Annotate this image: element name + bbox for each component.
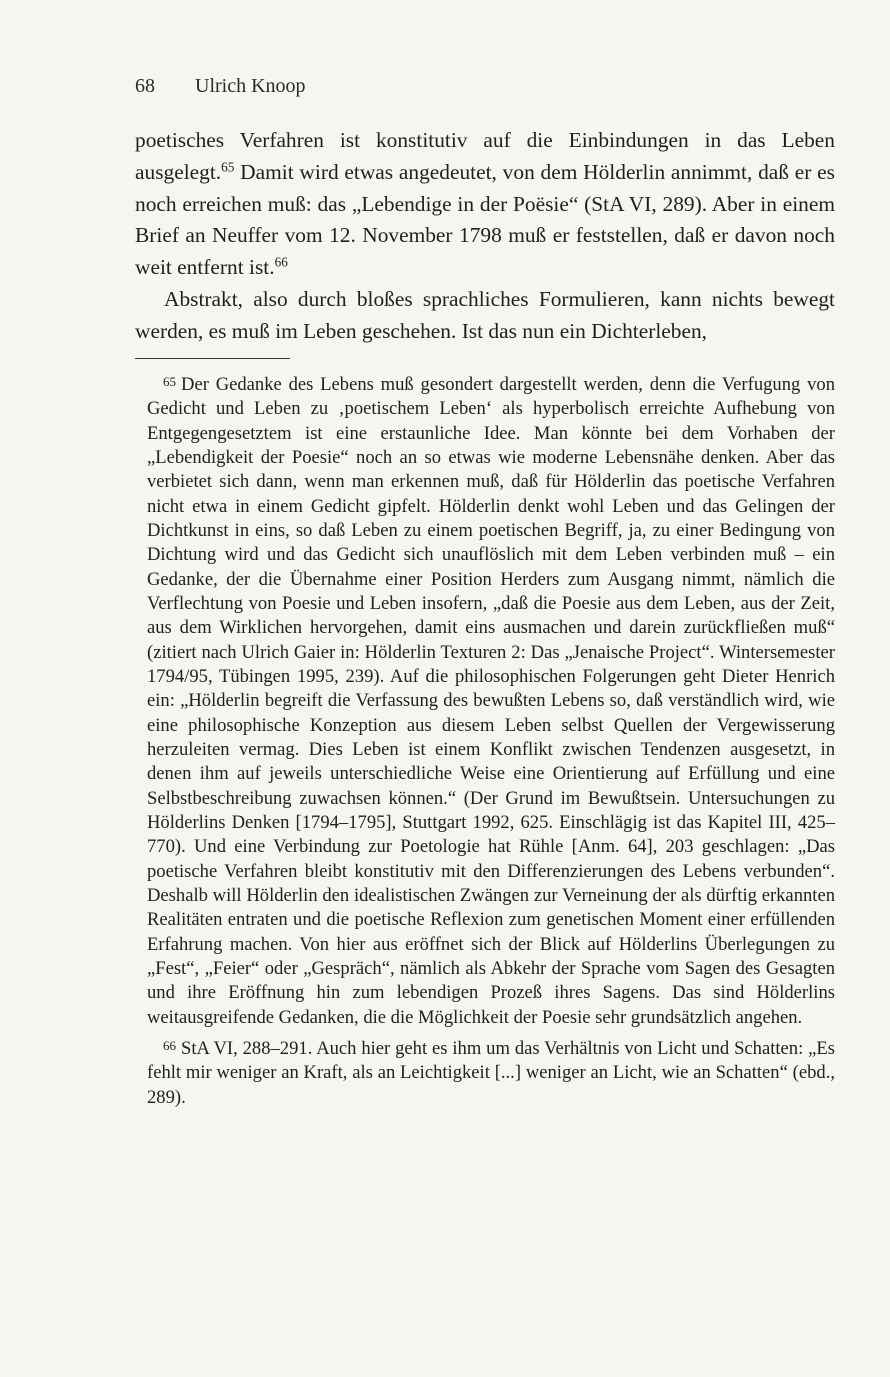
footnote-ref-65: 65 (221, 159, 235, 175)
footnote-separator (135, 358, 290, 359)
footnote-66 (147, 1034, 835, 1110)
footnote-number: 66 (163, 1038, 177, 1054)
paragraph-2: Abstrakt, also durch bloßes sprachliches Formulieren, kann nichts bewegt werden, es muß im Leben geschehen. Ist das nun ein Dichterleben, (135, 286, 835, 343)
running-header-author: Ulrich Knoop (195, 75, 306, 97)
main-text (135, 125, 835, 348)
paragraph-1 (135, 125, 835, 284)
footnote-text: StA VI, 288–291. Auch hier geht es ihm um das Verhältnis von Licht und Schatten: „Es fehlt mir weniger an Kraft, als an Leichtigkeit [...] weniger an Licht, wie an Schatten“ (ebd., 289). (147, 1038, 835, 1108)
footnote-number: 65 (163, 374, 177, 389)
footnotes (147, 370, 835, 1110)
paragraph-1-text-b: Damit wird etwas angedeutet, von dem Hölderlin annimmt, daß er es noch erreichen muß: das „Lebendige in der Poësie“ (StA VI, 289). Aber in einem Brief an Neuffer vom 12. November 1798 muß er feststellen, daß er davon noch weit entfernt ist. (135, 159, 835, 280)
page-number: 68 (135, 75, 155, 97)
footnote-text: Der Gedanke des Lebens muß gesondert dargestellt werden, denn die Verfugung von Gedicht und Leben zu ‚poetischem Leben‘ als hyperbolisch erreichte Aufhebung von Entgegengesetztem ist eine erstaunliche Idee. Man könnte bei dem Vorhaben der „Lebendigkeit der Poesie“ noch an so etwas wie moderne Lebensnähe denken. Aber das verbietet sich dann, wenn man erkennen muß, daß für Hölderlin das poetische Verfahren nicht etwa in einem Gedicht gipfelt. Hölderlin denkt wohl Leben und das Gelingen der Dichtkunst in eins, so daß Leben zu einem poetischen Begriff, ja, zu einer Bedingung von Dichtung wird und das Gedicht sich unauflöslich mit dem Leben verbinden muß – ein Gedanke, der die Übernahme einer Position Herders zum Ausgang nimmt, nämlich die Verflechtung von Poesie und Leben insofern, „daß die Poesie aus dem Leben, aus der Zeit, aus dem Wirklichen hervorgehen, damit eins ausmachen und darein zurückfließen muß“ (zitiert nach Ulrich Gaier in: Hölderlin Texturen 2: Das „Jenaische Project“. Wintersemester 1794/95, Tübingen 1995, 239). Auf die philosophischen Folgerungen geht Dieter Henrich ein: „Hölderlin begreift die Verfassung des bewußten Lebens so, daß verständlich wird, wie eine philosophische Konzeption aus diesem Leben selbst Quellen der Vergewisserung herzuleiten vermag. Dies Leben ist einem Konflikt zwischen Tendenzen ausgesetzt, in denen ihm auf jeweils unterschiedliche Weise eine Orientierung auf Erfüllung und eine Selbstbeschreibung zuwachsen können.“ (Der Grund im Bewußtsein. Untersuchungen zu Hölderlins Denken [1794–1795], Stuttgart 1992, 625. Einschlägig ist das Kapitel III, 425–770). Und eine Verbindung zur Poetologie hat Rühle [Anm. 64], 203 geschlagen: „Das poetische Verfahren bleibt konstitutiv mit den Differenzierungen des Lebens verbunden“. Deshalb will Hölderlin den idealistischen Zwängen zur Verneinung der als dürftig erkannten Realitäten entraten und die poetische Reflexion zum genetischen Moment einer erfüllenden Erfahrung machen. Von hier aus eröffnet sich der Blick auf Hölderlins Überlegungen zu „Fest“, „Feier“ oder „Gespräch“, nämlich als Abkehr der Sprache vom Sagen des Gesagten und ihre Eröffnung hin zum lebendigen Prozeß ihres Sagens. Das sind Hölderlins weitausgreifende Gedanken, die die Möglichkeit der Poesie sehr grundsätzlich angehen. (147, 373, 835, 1028)
footnote-ref-66: 66 (274, 254, 288, 270)
running-header (135, 74, 306, 98)
paragraph-1-text-a: poetisches Verfahren ist konstitutiv auf die Einbindungen in das Leben ausgelegt. (135, 128, 835, 184)
footnote-65 (147, 370, 835, 1030)
